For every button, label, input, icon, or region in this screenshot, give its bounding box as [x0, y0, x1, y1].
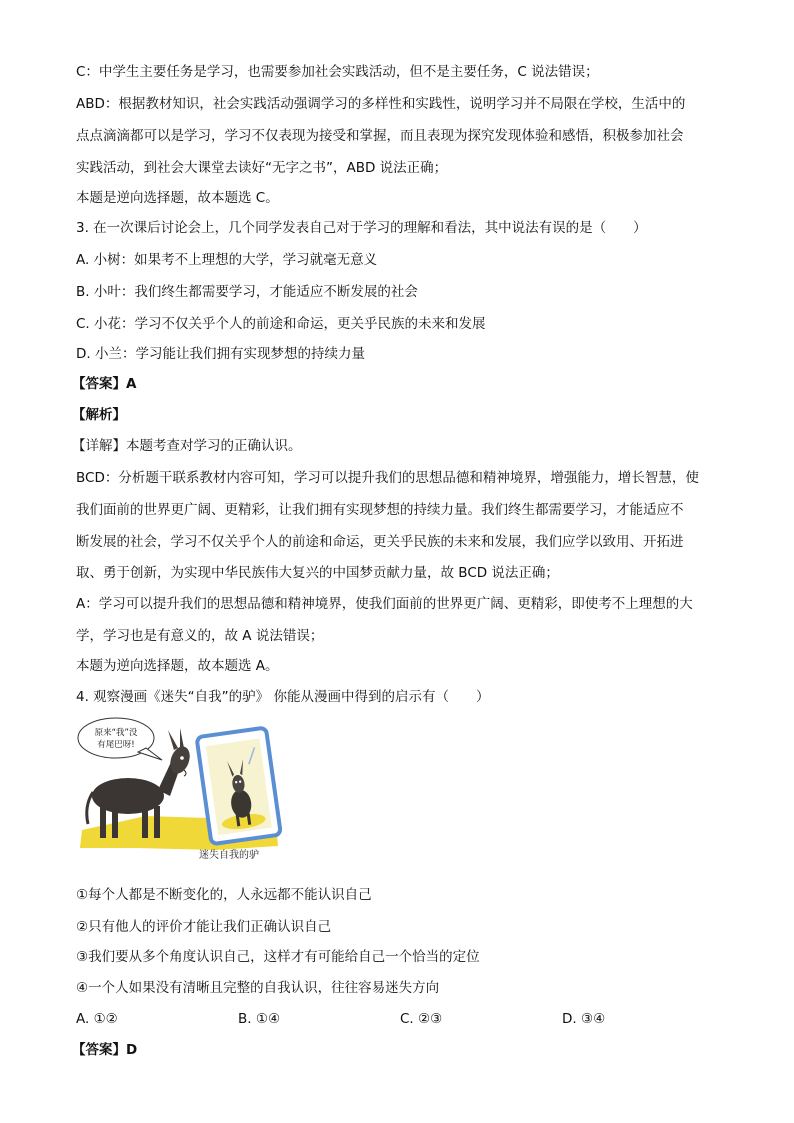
statement-3: ③我们要从多个角度认识自己，这样才有可能给自己一个恰当的定位: [76, 949, 480, 965]
choice-a: A. ①②: [76, 1011, 118, 1027]
text-line: BCD：分析题干联系教材内容可知，学习可以提升我们的思想品德和精神境界，增强能力，增长智慧，使: [76, 470, 699, 486]
speech-bubble-line-2: 有尾巴呀!: [97, 740, 135, 750]
statement-2: ②只有他人的评价才能让我们正确认识自己: [76, 919, 332, 935]
choice-c: C. ②③: [400, 1011, 443, 1027]
comic-illustration: [76, 714, 282, 866]
text-line: C：中学生主要任务是学习，也需要参加社会实践活动，但不是主要任务，C 说法错误；: [76, 64, 599, 80]
text-line: 取、勇于创新，为实现中华民族伟大复兴的中国梦贡献力量，故 BCD 说法正确；: [76, 565, 559, 581]
text-line: ABD：根据教材知识，社会实践活动强调学习的多样性和实践性，说明学习并不局限在学校，生活中的: [76, 96, 686, 112]
answer-options: [76, 1009, 736, 1029]
final-answer-label: 【答案】D: [72, 1042, 138, 1058]
detail-line: 【详解】本题考查对学习的正确认识。: [72, 438, 302, 454]
text-line: 我们面前的世界更广阔、更精彩，让我们拥有实现梦想的持续力量。我们终生都需要学习，才能适应不: [76, 502, 684, 518]
question-3-stem: 3. 在一次课后讨论会上，几个同学发表自己对于学习的理解和看法，其中说法有误的是（ ）: [76, 220, 647, 236]
option-b: B. 小叶：我们终生都需要学习，才能适应不断发展的社会: [76, 284, 418, 300]
text-line: 学，学习也是有意义的，故 A 说法错误；: [76, 628, 324, 644]
option-d: D. 小兰：学习能让我们拥有实现梦想的持续力量: [76, 346, 365, 362]
text-line: A：学习可以提升我们的思想品德和精神境界，使我们面前的世界更广阔、更精彩，即使考不上理想的大: [76, 596, 693, 612]
choice-d: D. ③④: [562, 1011, 606, 1027]
text-line: 实践活动，到社会大课堂去读好“无字之书”，ABD 说法正确；: [76, 160, 448, 176]
comic-caption: 迷失自我的驴: [199, 850, 259, 861]
text-line: 点点滴滴都可以是学习，学习不仅表现为接受和掌握，而且表现为探究发现体验和感悟，积极参加社会: [76, 128, 684, 144]
text-line: 断发展的社会，学习不仅关乎个人的前途和命运，更关乎民族的未来和发展，我们应学以致用、开拓进: [76, 534, 684, 550]
option-a: A. 小树：如果考不上理想的大学，学习就毫无意义: [76, 252, 378, 268]
statement-1: ①每个人都是不断变化的，人永远都不能认识自己: [76, 887, 372, 903]
question-4-stem: 4. 观察漫画《迷失“自我”的驴》 你能从漫画中得到的启示有（ ）: [76, 689, 490, 705]
text-line: 本题是逆向选择题，故本题选 C。: [76, 190, 279, 206]
text-line: 本题为逆向选择题，故本题选 A。: [76, 658, 279, 674]
option-c: C. 小花：学习不仅关乎个人的前途和命运，更关乎民族的未来和发展: [76, 316, 486, 332]
choice-b: B. ①④: [238, 1011, 281, 1027]
speech-bubble-line-1: 原来“我”没: [94, 728, 138, 738]
donkey-mirror-drawing: [76, 714, 282, 866]
answer-label: 【答案】A: [72, 376, 137, 392]
analysis-label: 【解析】: [72, 407, 126, 423]
statement-4: ④一个人如果没有清晰且完整的自我认识，往往容易迷失方向: [76, 980, 440, 996]
